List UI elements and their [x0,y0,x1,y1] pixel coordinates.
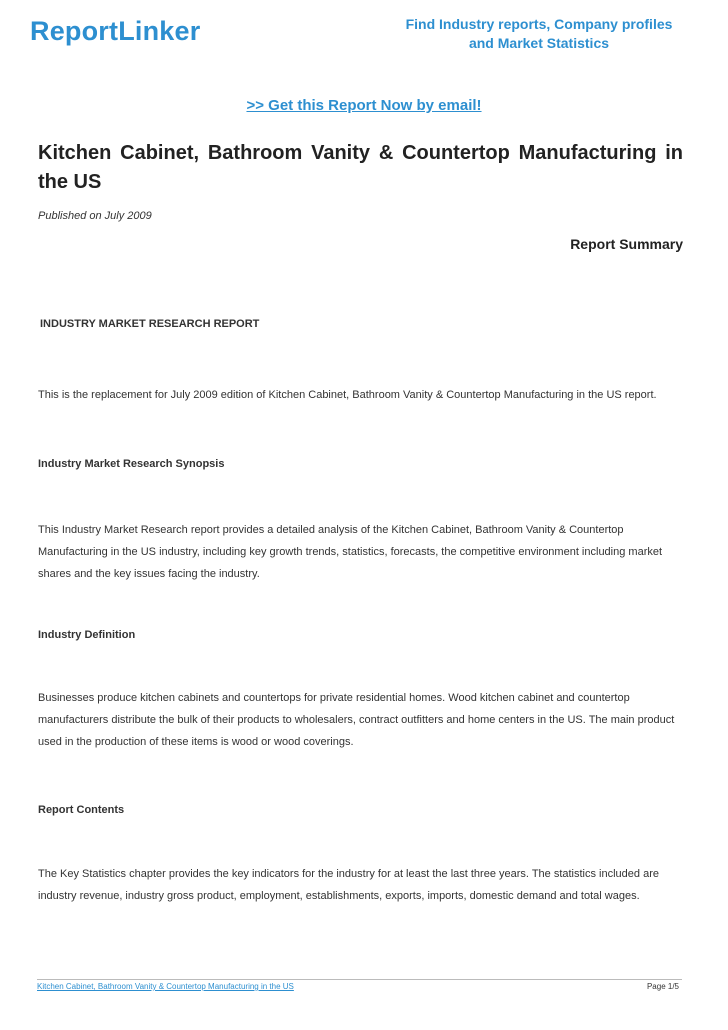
footer-report-link[interactable]: Kitchen Cabinet, Bathroom Vanity & Countertop Manufacturing in the US [37,982,294,991]
report-summary-label: Report Summary [570,236,683,252]
page-footer [37,979,682,991]
get-report-email-link[interactable]: >> Get this Report Now by email! [246,97,482,114]
report-title: Kitchen Cabinet, Bathroom Vanity & Countertop Manufacturing in the US [38,142,683,193]
page-number: Page 1/5 [646,982,679,991]
definition-heading: Industry Definition [38,629,136,641]
synopsis-paragraph: This Industry Market Research report provides a detailed analysis of the Kitchen Cabinet, Bathroom Vanity & Countertop Manufacturing in the US industry, including key growth trends, statistics, forecasts, the competitive environment including market shares and the key issues facing the industry. [38,524,663,580]
synopsis-heading: Industry Market Research Synopsis [38,458,225,470]
published-date: Published on July 2009 [38,210,152,222]
header-tagline [380,15,698,53]
replacement-paragraph: This is the replacement for July 2009 edition of Kitchen Cabinet, Bathroom Vanity & Countertop Manufacturing in the US report. [38,389,657,401]
contents-heading: Report Contents [38,804,125,816]
tagline-line-1: Find Industry reports, Company profiles [405,16,673,32]
reportlinker-logo[interactable]: ReportLinker [30,16,201,46]
definition-paragraph: Businesses produce kitchen cabinets and countertops for private residential homes. Wood kitchen cabinet and countertop manufacturers distribute the bulk of their products to wholesalers, contract outfitters and home centers in the US. The main product used in the production of these items is wood or wood coverings. [38,692,675,748]
tagline-line-2: and Market Statistics [468,35,610,51]
contents-paragraph: The Key Statistics chapter provides the key indicators for the industry for at least the last three years. The statistics included are industry revenue, industry gross product, employment, establishments, exports, imports, domestic demand and total wages. [38,868,659,902]
report-type-heading: INDUSTRY MARKET RESEARCH REPORT [40,318,260,330]
